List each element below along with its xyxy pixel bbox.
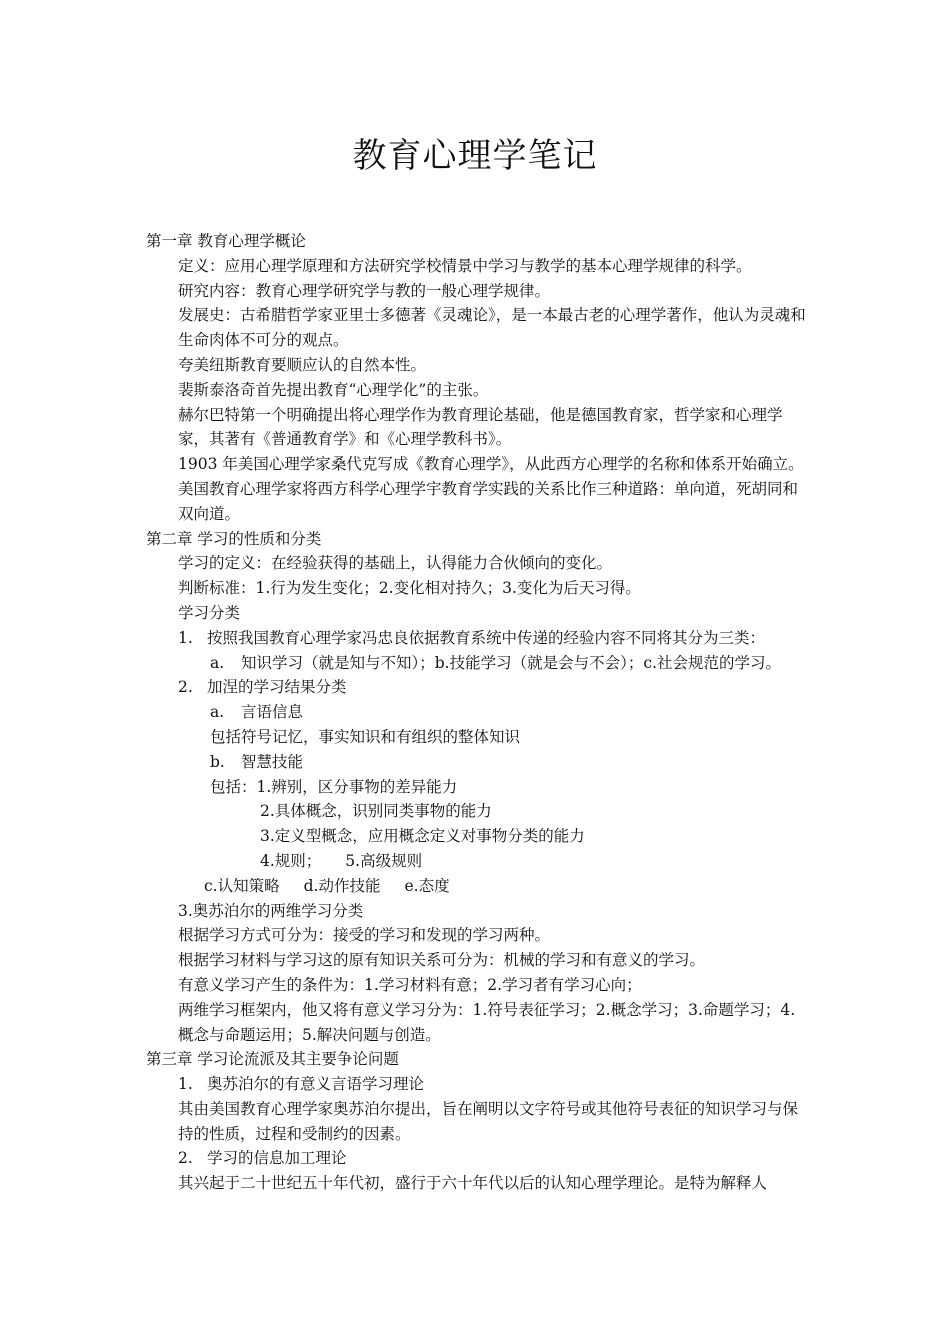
ch2-list-item-2 <box>146 675 810 700</box>
list-number: 2. <box>178 1149 193 1168</box>
ch2-list-item-1a <box>146 651 810 676</box>
ch2-item-2b-includes-4 <box>146 849 810 874</box>
item-2e: e.态度 <box>404 876 450 895</box>
ch2-definition: 学习的定义：在经验获得的基础上，认得能力合伙倾向的变化。 <box>178 554 613 573</box>
list-letter: a. <box>210 703 225 722</box>
ch3-list-item-2 <box>146 1146 810 1171</box>
includes-5-high-rules: 5.高级规则 <box>345 851 423 870</box>
page-title: 教育心理学笔记 <box>352 136 598 176</box>
ch2-list-item-3: 3.奥苏泊尔的两维学习分类 <box>178 901 364 920</box>
ch2-learning-way: 根据学习方式可分为：接受的学习和发现的学习两种。 <box>178 926 551 945</box>
ch1-research: 研究内容：教育心理学研究学与教的一般心理学规律。 <box>178 281 551 300</box>
ch1-definition: 定义：应用心理学原理和方法研究学校情景中学习与教学的基本心理学规律的科学。 <box>178 256 752 275</box>
ch1-pestalozzi: 裴斯泰洛奇首先提出教育“心理学化”的主张。 <box>178 380 489 399</box>
ch2-item-2-cde <box>146 874 810 899</box>
list-number: 1. <box>178 1075 193 1094</box>
list-letter: b. <box>210 752 225 771</box>
ch3-item-1-description: 其由美国教育心理学家奥苏泊尔提出，旨在阐明以文字符号或其他符号表征的知识学习与保持的性质，过程和受制约的因素。 <box>178 1099 799 1143</box>
ch2-item-2b-includes-1: 包括：1.辨别，区分事物的差异能力 <box>210 777 458 796</box>
ch1-herbart: 赫尔巴特第一个明确提出将心理学作为教育理论基础，他是德国教育家，哲学家和心理学家，其著有《普通教育学》和《心理学教科书》。 <box>178 405 783 449</box>
ch2-meaningful-conditions: 有意义学习产生的条件为：1.学习材料有意；2.学习者有学习心向； <box>178 975 642 994</box>
ch1-comenius: 夸美纽斯教育要顺应认的自然本性。 <box>178 355 427 374</box>
list-text: 奥苏泊尔的有意义言语学习理论 <box>207 1075 425 1094</box>
ch2-learning-material: 根据学习材料与学习这的原有知识关系可分为：机械的学习和有意义的学习。 <box>178 951 706 970</box>
ch2-two-dimension: 两维学习框架内，他又将有意义学习分为：1.符号表征学习；2.概念学习；3.命题学习；4.概念与命题运用；5.解决问题与创造。 <box>178 1000 796 1044</box>
chapter-3-heading: 第三章 学习论流派及其主要争论问题 <box>146 1050 399 1069</box>
list-text: 学习的信息加工理论 <box>207 1149 347 1168</box>
list-text: 智慧技能 <box>241 752 304 771</box>
chapter-2-heading: 第二章 学习的性质和分类 <box>146 529 322 548</box>
ch2-item-2b-includes-3: 3.定义型概念，应用概念定义对事物分类的能力 <box>260 827 585 846</box>
ch2-list-item-2b <box>146 750 810 775</box>
ch3-list-item-1 <box>146 1072 810 1097</box>
list-letter: a. <box>210 653 225 672</box>
ch1-thorndike: 1903 年美国心理学家桑代克写成《教育心理学》，从此西方心理学的名称和体系开始确立。 <box>178 455 804 474</box>
document-body <box>146 229 810 1196</box>
list-text: 按照我国教育心理学家冯忠良依据教育系统中传递的经验内容不同将其分为三类： <box>207 628 766 647</box>
ch2-classification-heading: 学习分类 <box>178 603 241 622</box>
list-text: 知识学习（就是知与不知）；b.技能学习（就是会与不会）；c.社会规范的学习。 <box>241 653 781 672</box>
list-number: 2. <box>178 678 193 697</box>
item-2d: d.动作技能 <box>303 876 381 895</box>
ch3-item-2-description: 其兴起于二十世纪五十年代初，盛行于六十年代以后的认知心理学理论。是特为解释人 <box>178 1174 768 1193</box>
ch1-roads: 美国教育心理学家将西方科学心理学宇教育学实践的关系比作三种道路：单向道，死胡同和双向道。 <box>178 479 799 523</box>
item-2c: c.认知策略 <box>204 876 280 895</box>
ch2-list-item-2a <box>146 700 810 725</box>
ch2-item-2b-includes-2: 2.具体概念，识别同类事物的能力 <box>260 802 492 821</box>
chapter-1-heading: 第一章 教育心理学概论 <box>146 232 306 250</box>
includes-4-rules: 4.规则； <box>260 851 322 870</box>
ch2-list-item-1 <box>146 626 810 651</box>
ch2-criteria: 判断标准：1.行为发生变化；2.变化相对持久；3.变化为后天习得。 <box>178 579 641 598</box>
ch2-item-2a-description: 包括符号记忆，事实知识和有组织的整体知识 <box>210 727 521 746</box>
list-text: 言语信息 <box>241 703 304 722</box>
list-number: 1. <box>178 628 193 647</box>
list-text: 加涅的学习结果分类 <box>207 678 347 697</box>
ch1-history: 发展史：古希腊哲学家亚里士多德著《灵魂论》，是一本最古老的心理学著作，他认为灵魂和生命肉体不可分的观点。 <box>178 306 806 350</box>
